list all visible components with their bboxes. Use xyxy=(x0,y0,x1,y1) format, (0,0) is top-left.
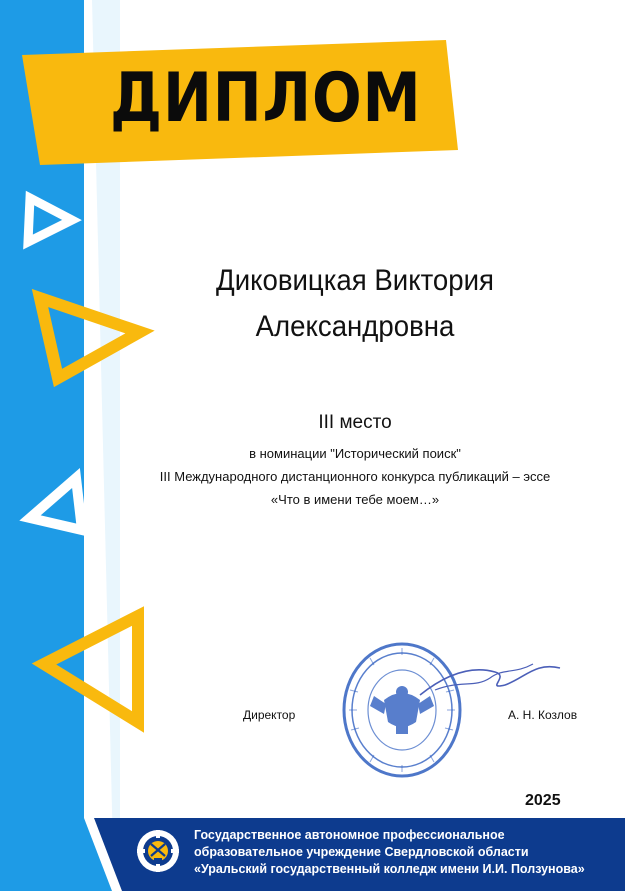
diploma-title: ДИПЛОМ xyxy=(110,59,422,138)
year: 2025 xyxy=(525,792,561,809)
recipient-name-line-1: Диковицкая Виктория xyxy=(216,264,494,297)
triangle-white-2 xyxy=(30,478,82,530)
institution-line-2: образовательное учреждение Свердловской области xyxy=(194,845,529,859)
award-place: III место xyxy=(318,412,392,433)
signature-icon xyxy=(415,650,565,710)
contest-name: III Международного дистанционного конкурса публикаций – эссе xyxy=(159,469,551,484)
triangle-white-1 xyxy=(28,198,72,242)
triangle-yellow-2 xyxy=(44,616,138,722)
institution-line-3: «Уральский государственный колледж имени И.И. Ползунова» xyxy=(194,862,585,876)
recipient-name-line-2: Александровна xyxy=(255,310,455,343)
footer xyxy=(0,818,625,891)
recipient-name xyxy=(157,258,553,350)
triangle-yellow-1 xyxy=(40,298,140,378)
award-nomination: в номинации "Исторический поиск" xyxy=(249,446,461,461)
college-logo-icon xyxy=(135,828,181,874)
director-label: Директор xyxy=(243,708,296,722)
essay-title: «Что в имени тебе моем…» xyxy=(270,492,440,507)
director-name: А. Н. Козлов xyxy=(508,708,578,722)
institution-line-1: Государственное автономное профессиональное xyxy=(194,828,505,842)
